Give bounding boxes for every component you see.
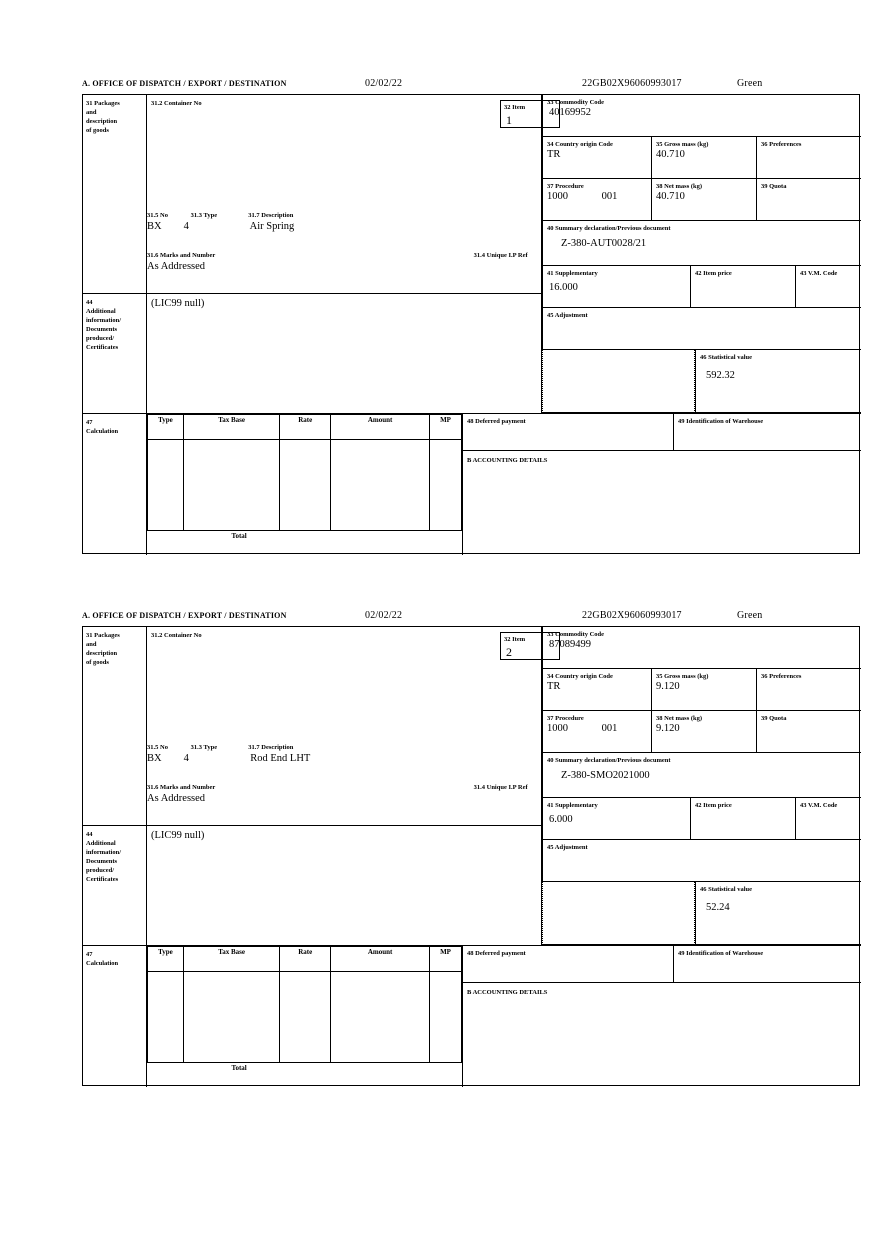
field-35-value: 9.120 [656,681,680,692]
field-31-7-label: 31.7 Description [248,744,294,751]
field-49-identification-of-warehouse [674,413,861,451]
field-39-label: 39 Quota [761,183,787,190]
field-38-net-mass [651,711,756,753]
calc-cell-mp [430,440,462,531]
field-48-deferred-payment [463,413,674,451]
field-35-label: 35 Gross mass (kg) [656,141,709,148]
field-31-6-value: As Addressed [147,261,206,272]
calc-header-type: Type [148,415,184,440]
field-37-label: 37 Procedure [547,183,584,190]
form-header [82,610,862,626]
field-31-package-details [147,743,542,764]
field-33-value: 87089499 [549,639,591,650]
field-31-line-2: and [86,109,97,116]
field-31-3-value: 4 [183,221,189,232]
calc-total-label: Total [148,1063,331,1087]
field-b-label: B ACCOUNTING DETAILS [467,989,548,996]
calc-cell-tax-base [183,440,279,531]
field-38-value: 9.120 [656,723,680,734]
field-44-line-6: Certificates [86,876,119,883]
field-44-value-area [147,825,542,945]
field-31-5-label: 31.5 No [147,744,168,751]
field-44-line-3: information/ [86,849,122,856]
field-44-line-1: 44 [86,299,93,306]
field-31-line-2: and [86,641,97,648]
field-41-supplementary [542,266,690,308]
field-38-label: 38 Net mass (kg) [656,183,703,190]
table-row [148,972,462,1063]
calc-cell-type [148,972,184,1063]
field-44-line-6: Certificates [86,344,119,351]
field-38-net-mass [651,179,756,221]
field-42-label: 42 Item price [695,802,732,809]
field-34-value: TR [547,149,561,160]
calc-cell-tax-base [183,972,279,1063]
field-31-package-details [147,211,542,232]
calc-cell-amount [331,972,430,1063]
movement-reference-number: 22GB02X96060993017 [582,78,682,89]
calc-header-amount: Amount [331,947,430,972]
field-36-preferences [756,137,861,179]
field-35-gross-mass [651,669,756,711]
field-34-country-origin-code [542,137,651,179]
field-35-value: 40.710 [656,149,685,160]
field-44-line-2: Additional [86,308,116,315]
field-31-7-value: Air Spring [249,221,295,232]
field-43-label: 43 V.M. Code [800,270,838,277]
field-44-line-2: Additional [86,840,116,847]
field-46-value: 592.32 [706,370,735,381]
movement-reference-number: 22GB02X96060993017 [582,610,682,621]
calc-header-mp: MP [430,415,462,440]
lane-status: Green [737,610,763,621]
calc-total-row [148,531,462,555]
customs-declaration-form-1 [82,78,862,554]
field-32-value: 1 [506,113,512,127]
field-33-commodity-code [542,627,861,669]
declaration-date: 02/02/22 [365,610,403,621]
field-31-5-label: 31.5 No [147,212,168,219]
field-46-value: 52.24 [706,902,730,913]
field-37-procedure [542,711,651,753]
field-40-label: 40 Summary declaration/Previous document [547,757,671,764]
field-42-item-price [690,266,795,308]
field-47-line-2: Calculation [86,428,119,435]
field-48-label: 48 Deferred payment [467,950,526,957]
calc-header-mp: MP [430,947,462,972]
field-36-preferences [756,669,861,711]
field-46-label: 46 Statistical value [700,354,752,361]
field-31-7-label: 31.7 Description [248,212,294,219]
calculation-table [147,945,463,1087]
field-31-6-label: 31.6 Marks and Number [147,252,216,259]
field-46-statistical-value [695,882,861,945]
field-40-value: Z-380-AUT0028/21 [561,238,647,249]
field-45-adjustment [542,840,861,882]
calc-cell-rate [280,972,331,1063]
calc-header-rate: Rate [280,415,331,440]
field-47-line-1: 47 [86,419,93,426]
field-31-line-4: of goods [86,127,109,134]
field-32-value: 2 [506,645,512,659]
field-40-summary-declaration [542,753,861,798]
field-41-label: 41 Supplementary [547,802,598,809]
table-header-row [148,415,462,440]
field-b-accounting-details [463,983,861,1087]
table-row [148,440,462,531]
field-42-label: 42 Item price [695,270,732,277]
field-35-gross-mass [651,137,756,179]
field-31-3-label: 31.3 Type [190,744,218,751]
calc-header-rate: Rate [280,947,331,972]
field-46-label: 46 Statistical value [700,886,752,893]
field-31-3-label: 31.3 Type [190,212,218,219]
field-44-line-4: Documents [86,858,118,865]
field-37-value-b: 001 [601,723,618,734]
field-41-supplementary [542,798,690,840]
field-47-calculation-label [83,945,147,1087]
field-b-label: B ACCOUNTING DETAILS [467,457,548,464]
field-41-value: 16.000 [549,282,578,293]
field-33-label: 33 Commodity Code [547,99,605,106]
calc-total-value [331,531,462,555]
field-45-label: 45 Adjustment [547,844,588,851]
field-39-label: 39 Quota [761,715,787,722]
field-34-value: TR [547,681,561,692]
field-31-line-1: 31 Packages [86,632,120,639]
field-31-7-value: Rod End LHT [250,753,311,764]
field-42-item-price [690,798,795,840]
field-32-label: 32 Item [504,636,526,643]
field-31-line-3: description [86,118,118,125]
field-40-summary-declaration [542,221,861,266]
field-31-packages-label [83,95,147,293]
calc-total-value [331,1063,462,1087]
field-38-value: 40.710 [656,191,685,202]
field-b-accounting-details [463,451,861,555]
calc-cell-rate [280,440,331,531]
field-34-label: 34 Country origin Code [547,673,613,680]
calc-header-tax-base: Tax Base [183,415,279,440]
field-43-label: 43 V.M. Code [800,802,838,809]
form-body [82,626,860,1086]
calc-cell-type [148,440,184,531]
field-44-value: (LIC99 null) [151,830,205,841]
field-35-label: 35 Gross mass (kg) [656,673,709,680]
field-37-value-b: 001 [601,191,618,202]
field-39-quota [756,711,861,753]
calc-cell-mp [430,972,462,1063]
calc-total-label: Total [148,531,331,555]
field-41-value: 6.000 [549,814,573,825]
field-44-line-4: Documents [86,326,118,333]
field-43-vm-code [795,798,861,840]
calc-cell-amount [331,440,430,531]
field-33-commodity-code [542,95,861,137]
field-40-label: 40 Summary declaration/Previous document [547,225,671,232]
field-34-country-origin-code [542,669,651,711]
field-44-line-1: 44 [86,831,93,838]
field-32-label: 32 Item [504,104,526,111]
field-45-dotted-area [542,350,695,413]
field-44-value-area [147,293,542,413]
field-31-6-label: 31.6 Marks and Number [147,784,216,791]
customs-declaration-form-2 [82,610,862,1086]
field-44-additional-information-label [83,293,147,413]
field-47-line-2: Calculation [86,960,119,967]
field-37-procedure [542,179,651,221]
field-45-dotted-area [542,882,695,945]
office-of-dispatch-label: A. OFFICE OF DISPATCH / EXPORT / DESTINATION [82,611,287,620]
form-header [82,78,862,94]
field-31-6-value: As Addressed [147,793,206,804]
office-of-dispatch-label: A. OFFICE OF DISPATCH / EXPORT / DESTINATION [82,79,287,88]
field-31-line-3: description [86,650,118,657]
field-31-2-label: 31.2 Container No [151,100,202,107]
field-34-label: 34 Country origin Code [547,141,613,148]
field-44-line-5: produced/ [86,867,115,874]
field-33-label: 33 Commodity Code [547,631,605,638]
field-31-4-label: 31.4 Unique I.P Ref [473,252,528,259]
field-36-label: 36 Preferences [761,141,802,148]
field-44-line-3: information/ [86,317,122,324]
field-47-calculation-label [83,413,147,555]
table-header-row [148,947,462,972]
field-37-value-a: 1000 [547,723,568,734]
field-31-packages-label [83,627,147,825]
field-45-label: 45 Adjustment [547,312,588,319]
field-31-line-1: 31 Packages [86,100,120,107]
field-37-label: 37 Procedure [547,715,584,722]
field-31-5-value: BX [147,753,162,764]
calc-total-row [148,1063,462,1087]
field-41-label: 41 Supplementary [547,270,598,277]
calc-header-amount: Amount [331,415,430,440]
field-37-value-a: 1000 [547,191,568,202]
field-48-deferred-payment [463,945,674,983]
field-44-value: (LIC99 null) [151,298,205,309]
lane-status: Green [737,78,763,89]
field-49-identification-of-warehouse [674,945,861,983]
field-36-label: 36 Preferences [761,673,802,680]
field-31-2-label: 31.2 Container No [151,632,202,639]
calculation-table [147,413,463,555]
field-40-value: Z-380-SMO2021000 [561,770,650,781]
field-33-value: 40169952 [549,107,591,118]
field-31-4-label: 31.4 Unique I.P Ref [473,784,528,791]
field-38-label: 38 Net mass (kg) [656,715,703,722]
field-39-quota [756,179,861,221]
calc-header-type: Type [148,947,184,972]
field-45-adjustment [542,308,861,350]
calc-header-tax-base: Tax Base [183,947,279,972]
field-43-vm-code [795,266,861,308]
field-31-3-value: 4 [183,753,189,764]
field-44-additional-information-label [83,825,147,945]
field-44-line-5: produced/ [86,335,115,342]
field-31-line-4: of goods [86,659,109,666]
field-31-5-value: BX [147,221,162,232]
field-46-statistical-value [695,350,861,413]
field-47-line-1: 47 [86,951,93,958]
field-48-label: 48 Deferred payment [467,418,526,425]
declaration-date: 02/02/22 [365,78,403,89]
form-body [82,94,860,554]
field-49-label: 49 Identification of Warehouse [678,950,764,957]
field-49-label: 49 Identification of Warehouse [678,418,764,425]
